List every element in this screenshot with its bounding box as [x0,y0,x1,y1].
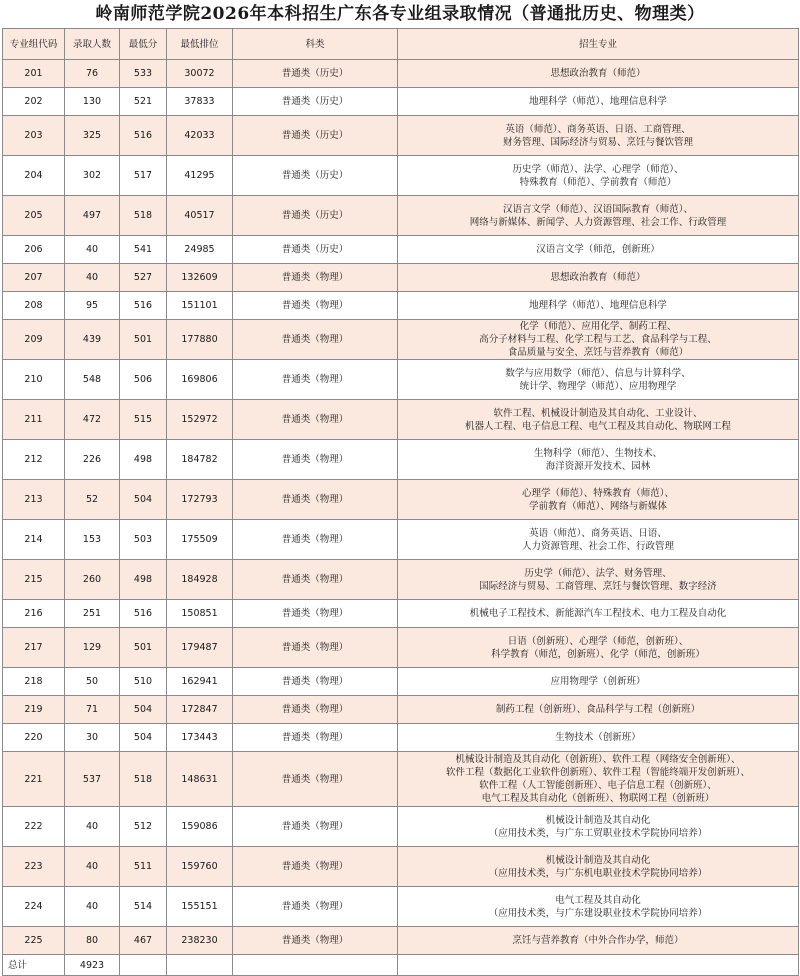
count-cell: 40 [65,236,120,264]
count-cell: 95 [65,292,120,320]
total-empty-cell [398,955,799,976]
group-code-cell: 207 [3,264,65,292]
min-score-cell: 521 [120,88,167,116]
category-cell: 普通类（历史） [233,60,398,88]
majors-cell: 机械设计制造及其自动化 （应用技术类，与广东机电职业技术学院协同培养） [398,847,799,887]
total-empty-cell [167,955,233,976]
category-cell: 普通类（物理） [233,480,398,520]
category-cell: 普通类（物理） [233,724,398,752]
group-code-cell: 223 [3,847,65,887]
min-score-cell: 533 [120,60,167,88]
category-cell: 普通类（物理） [233,752,398,807]
table-row [3,60,799,88]
table-row [3,887,799,927]
min-rank-cell: 184782 [167,440,233,480]
majors-cell: 化学（师范）、应用化学、制药工程、 高分子材料与工程、化学工程与工艺、食品科学与工程、 食品质量与安全、烹饪与营养教育（师范） [398,320,799,360]
header-row [3,29,799,60]
min-rank-cell: 179487 [167,628,233,668]
table-row [3,360,799,400]
total-row [3,955,799,976]
count-cell: 40 [65,847,120,887]
majors-cell: 思想政治教育（师范） [398,264,799,292]
group-code-cell: 203 [3,116,65,156]
table-row [3,88,799,116]
majors-cell: 应用物理学（创新班） [398,668,799,696]
table-row [3,847,799,887]
page-title: 岭南师范学院2026年本科招生广东各专业组录取情况（普通批历史、物理类） [95,4,705,24]
total-label: 总计 [3,955,65,976]
min-score-cell: 498 [120,440,167,480]
header-min-rank: 最低排位 [167,29,233,60]
min-score-cell: 467 [120,927,167,955]
category-cell: 普通类（物理） [233,807,398,847]
table-row [3,196,799,236]
admission-table [2,28,799,976]
min-score-cell: 504 [120,696,167,724]
count-cell: 260 [65,560,120,600]
min-rank-cell: 159760 [167,847,233,887]
group-code-cell: 204 [3,156,65,196]
count-cell: 71 [65,696,120,724]
min-rank-cell: 155151 [167,887,233,927]
header-min-score: 最低分 [120,29,167,60]
count-cell: 80 [65,927,120,955]
min-rank-cell: 177880 [167,320,233,360]
count-cell: 302 [65,156,120,196]
min-rank-cell: 162941 [167,668,233,696]
total-empty-cell [120,955,167,976]
min-rank-cell: 169806 [167,360,233,400]
min-score-cell: 506 [120,360,167,400]
min-rank-cell: 150851 [167,600,233,628]
majors-cell: 汉语言文学（师范）、汉语国际教育（师范）、 网络与新媒体、新闻学、人力资源管理、社会工作、行政管理 [398,196,799,236]
min-rank-cell: 148631 [167,752,233,807]
category-cell: 普通类（物理） [233,696,398,724]
majors-cell: 电气工程及其自动化 （应用技术类，与广东建设职业技术学院协同培养） [398,887,799,927]
majors-cell: 地理科学（师范）、地理信息科学 [398,88,799,116]
group-code-cell: 202 [3,88,65,116]
category-cell: 普通类（物理） [233,887,398,927]
min-score-cell: 516 [120,600,167,628]
majors-cell: 机械电子工程技术、新能源汽车工程技术、电力工程及自动化 [398,600,799,628]
table-row [3,156,799,196]
min-rank-cell: 42033 [167,116,233,156]
category-cell: 普通类（历史） [233,88,398,116]
min-rank-cell: 41295 [167,156,233,196]
category-cell: 普通类（物理） [233,440,398,480]
min-score-cell: 514 [120,887,167,927]
table-row [3,628,799,668]
group-code-cell: 218 [3,668,65,696]
category-cell: 普通类（物理） [233,668,398,696]
min-rank-cell: 159086 [167,807,233,847]
category-cell: 普通类（物理） [233,292,398,320]
table-row [3,264,799,292]
min-rank-cell: 37833 [167,88,233,116]
majors-cell: 历史学（师范）、法学、心理学（师范）、 特殊教育（师范）、学前教育（师范） [398,156,799,196]
min-rank-cell: 175509 [167,520,233,560]
count-cell: 251 [65,600,120,628]
count-cell: 50 [65,668,120,696]
total-count: 4923 [65,955,120,976]
min-score-cell: 498 [120,560,167,600]
min-score-cell: 503 [120,520,167,560]
category-cell: 普通类（物理） [233,264,398,292]
min-score-cell: 510 [120,668,167,696]
table-row [3,116,799,156]
min-score-cell: 512 [120,807,167,847]
min-score-cell: 517 [120,156,167,196]
majors-cell: 历史学（师范）、法学、财务管理、 国际经济与贸易、工商管理、烹饪与餐饮管理、数字经济 [398,560,799,600]
count-cell: 40 [65,887,120,927]
majors-cell: 汉语言文学（师范，创新班） [398,236,799,264]
category-cell: 普通类（物理） [233,847,398,887]
min-score-cell: 501 [120,320,167,360]
majors-cell: 烹饪与营养教育（中外合作办学，师范） [398,927,799,955]
count-cell: 497 [65,196,120,236]
min-rank-cell: 152972 [167,400,233,440]
min-rank-cell: 24985 [167,236,233,264]
majors-cell: 制药工程（创新班）、食品科学与工程（创新班） [398,696,799,724]
category-cell: 普通类（物理） [233,600,398,628]
majors-cell: 英语（师范）、商务英语、日语、 人力资源管理、社会工作、行政管理 [398,520,799,560]
header-count: 录取人数 [65,29,120,60]
min-rank-cell: 30072 [167,60,233,88]
table-row [3,480,799,520]
header-group-code: 专业组代码 [3,29,65,60]
group-code-cell: 205 [3,196,65,236]
count-cell: 439 [65,320,120,360]
majors-cell: 数学与应用数学（师范）、信息与计算科学、 统计学、物理学（师范）、应用物理学 [398,360,799,400]
group-code-cell: 213 [3,480,65,520]
count-cell: 76 [65,60,120,88]
category-cell: 普通类（历史） [233,196,398,236]
table-row [3,724,799,752]
min-score-cell: 504 [120,480,167,520]
min-rank-cell: 172793 [167,480,233,520]
min-rank-cell: 151101 [167,292,233,320]
table-row [3,320,799,360]
count-cell: 537 [65,752,120,807]
group-code-cell: 201 [3,60,65,88]
group-code-cell: 215 [3,560,65,600]
majors-cell: 日语（创新班）、心理学（师范，创新班）、 科学教育（师范，创新班）、化学（师范，创新班） [398,628,799,668]
group-code-cell: 209 [3,320,65,360]
majors-cell: 地理科学（师范）、地理信息科学 [398,292,799,320]
table-row [3,440,799,480]
count-cell: 52 [65,480,120,520]
group-code-cell: 214 [3,520,65,560]
group-code-cell: 219 [3,696,65,724]
group-code-cell: 221 [3,752,65,807]
majors-cell: 英语（师范）、商务英语、日语、工商管理、 财务管理、国际经济与贸易、烹饪与餐饮管理 [398,116,799,156]
category-cell: 普通类（物理） [233,400,398,440]
category-cell: 普通类（历史） [233,116,398,156]
majors-cell: 机械设计制造及其自动化（创新班）、软件工程（网络安全创新班）、 软件工程（数据化工业软件创新班）、软件工程（智能终端开发创新班）、 软件工程（人工智能创新班）、电子信息工程（创新班）、 电气工程及其自动化（创新班）、物联网工程（创新班） [398,752,799,807]
group-code-cell: 211 [3,400,65,440]
category-cell: 普通类（历史） [233,236,398,264]
count-cell: 30 [65,724,120,752]
min-score-cell: 541 [120,236,167,264]
table-row [3,807,799,847]
table-row [3,400,799,440]
header-majors: 招生专业 [398,29,799,60]
min-rank-cell: 172847 [167,696,233,724]
majors-cell: 机械设计制造及其自动化 （应用技术类，与广东工贸职业技术学院协同培养） [398,807,799,847]
table-row [3,752,799,807]
table-row [3,696,799,724]
category-cell: 普通类（物理） [233,560,398,600]
group-code-cell: 210 [3,360,65,400]
category-cell: 普通类（物理） [233,320,398,360]
table-row [3,927,799,955]
table-row [3,668,799,696]
min-score-cell: 504 [120,724,167,752]
majors-cell: 心理学（师范）、特殊教育（师范）、 学前教育（师范）、网络与新媒体 [398,480,799,520]
group-code-cell: 225 [3,927,65,955]
majors-cell: 思想政治教育（师范） [398,60,799,88]
min-score-cell: 516 [120,292,167,320]
count-cell: 548 [65,360,120,400]
group-code-cell: 222 [3,807,65,847]
min-rank-cell: 132609 [167,264,233,292]
group-code-cell: 220 [3,724,65,752]
category-cell: 普通类（物理） [233,520,398,560]
min-score-cell: 501 [120,628,167,668]
group-code-cell: 224 [3,887,65,927]
table-row [3,600,799,628]
table-row [3,520,799,560]
count-cell: 325 [65,116,120,156]
min-score-cell: 511 [120,847,167,887]
min-score-cell: 518 [120,752,167,807]
count-cell: 472 [65,400,120,440]
group-code-cell: 212 [3,440,65,480]
min-score-cell: 518 [120,196,167,236]
majors-cell: 生物技术（创新班） [398,724,799,752]
count-cell: 130 [65,88,120,116]
count-cell: 129 [65,628,120,668]
count-cell: 226 [65,440,120,480]
majors-cell: 生物科学（师范）、生物技术、 海洋资源开发技术、园林 [398,440,799,480]
group-code-cell: 208 [3,292,65,320]
category-cell: 普通类（物理） [233,628,398,668]
group-code-cell: 217 [3,628,65,668]
min-rank-cell: 40517 [167,196,233,236]
table-row [3,292,799,320]
majors-cell: 软件工程、机械设计制造及其自动化、工业设计、 机器人工程、电子信息工程、电气工程及其自动化、物联网工程 [398,400,799,440]
min-rank-cell: 184928 [167,560,233,600]
count-cell: 40 [65,264,120,292]
total-empty-cell [233,955,398,976]
min-score-cell: 516 [120,116,167,156]
category-cell: 普通类（物理） [233,927,398,955]
count-cell: 153 [65,520,120,560]
count-cell: 40 [65,807,120,847]
min-rank-cell: 238230 [167,927,233,955]
category-cell: 普通类（历史） [233,156,398,196]
min-score-cell: 527 [120,264,167,292]
group-code-cell: 206 [3,236,65,264]
category-cell: 普通类（物理） [233,360,398,400]
min-rank-cell: 173443 [167,724,233,752]
group-code-cell: 216 [3,600,65,628]
min-score-cell: 515 [120,400,167,440]
table-row [3,236,799,264]
header-category: 科类 [233,29,398,60]
table-row [3,560,799,600]
